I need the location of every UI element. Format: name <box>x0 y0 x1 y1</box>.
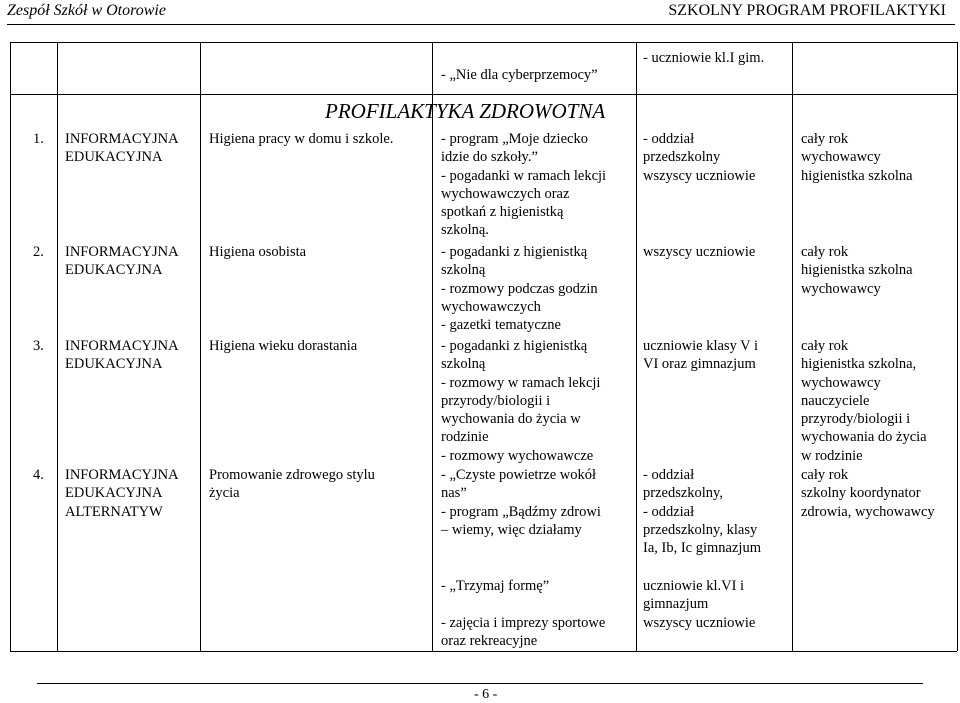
row-task: Higiena pracy w domu i szkole. <box>209 131 394 147</box>
table-bottom-border <box>10 651 957 652</box>
row-target: - oddział przedszkolny wszyscy uczniowie <box>643 131 756 184</box>
program-title: SZKOLNY PROGRAM PROFILAKTYKI <box>668 2 946 19</box>
row-area: INFORMACYJNA EDUKACYJNA <box>65 244 179 279</box>
school-name: Zespół Szkół w Otorowie <box>7 2 166 19</box>
row-number: 2. <box>33 244 44 260</box>
col-border <box>57 42 58 651</box>
col-border <box>636 42 637 651</box>
row-when-who: cały rok szkolny koordynator zdrowia, wychowawcy <box>801 467 935 520</box>
row-when-who: cały rok wychowawcy higienistka szkolna <box>801 131 913 184</box>
col-border <box>432 42 433 651</box>
row-target: - oddział przedszkolny, - oddział przedszkolny, klasy Ia, Ib, Ic gimnazjum <box>643 467 761 557</box>
row-methods: - program „Moje dziecko idzie do szkoły.” - pogadanki w ramach lekcji wychowawczych oraz spotkań z higienistką szkolną. <box>441 131 607 239</box>
header-rule <box>7 24 955 25</box>
row-methods: - pogadanki z higienistką szkolną - rozmowy w ramach lekcji przyrody/biologii i wychowania do życia w rodzinie - rozmowy wychowawcze <box>441 338 601 464</box>
row-task: Promowanie zdrowego stylu życia <box>209 467 375 502</box>
page-number: - 6 - <box>474 687 498 702</box>
top-row-target: - uczniowie kl.I gim. <box>643 50 765 66</box>
row-number: 1. <box>33 131 44 147</box>
col-border <box>10 42 11 651</box>
row-when-who: cały rok higienistka szkolna, wychowawcy nauczyciele przyrody/biologii i wychowania do życia w rodzinie <box>801 338 927 464</box>
row-target: uczniowie klasy V i VI oraz gimnazjum <box>643 338 759 373</box>
section-title: PROFILAKTYKA ZDROWOTNA <box>325 99 606 123</box>
col-border <box>200 42 201 651</box>
row-number: 4. <box>33 467 44 483</box>
row-task: Higiena wieku dorastania <box>209 338 358 354</box>
col-border <box>792 42 793 651</box>
extra-methods: - „Trzymaj formę” - zajęcia i imprezy sportowe oraz rekreacyjne <box>441 578 606 649</box>
row-area: INFORMACYJNA EDUKACYJNA <box>65 131 179 166</box>
row-number: 3. <box>33 338 44 354</box>
row-target: wszyscy uczniowie <box>643 244 756 260</box>
row-area: INFORMACYJNA EDUKACYJNA <box>65 338 179 373</box>
col-border <box>957 42 958 651</box>
top-row-activity: - „Nie dla cyberprzemocy” <box>441 67 598 83</box>
row-area: INFORMACYJNA EDUKACYJNA ALTERNATYW <box>65 467 179 520</box>
row-methods: - „Czyste powietrze wokół nas” - program „Bądźmy zdrowi – wiemy, więc działamy <box>441 467 601 538</box>
row-methods: - pogadanki z higienistką szkolną - rozmowy podczas godzin wychowawczych - gazetki tematyczne <box>441 244 598 334</box>
footer-rule <box>37 683 923 684</box>
row-border <box>10 94 957 95</box>
extra-target: uczniowie kl.VI i gimnazjum wszyscy uczniowie <box>643 578 756 631</box>
row-when-who: cały rok higienistka szkolna wychowawcy <box>801 244 913 297</box>
row-task: Higiena osobista <box>209 244 307 260</box>
table-top-border <box>10 42 957 43</box>
